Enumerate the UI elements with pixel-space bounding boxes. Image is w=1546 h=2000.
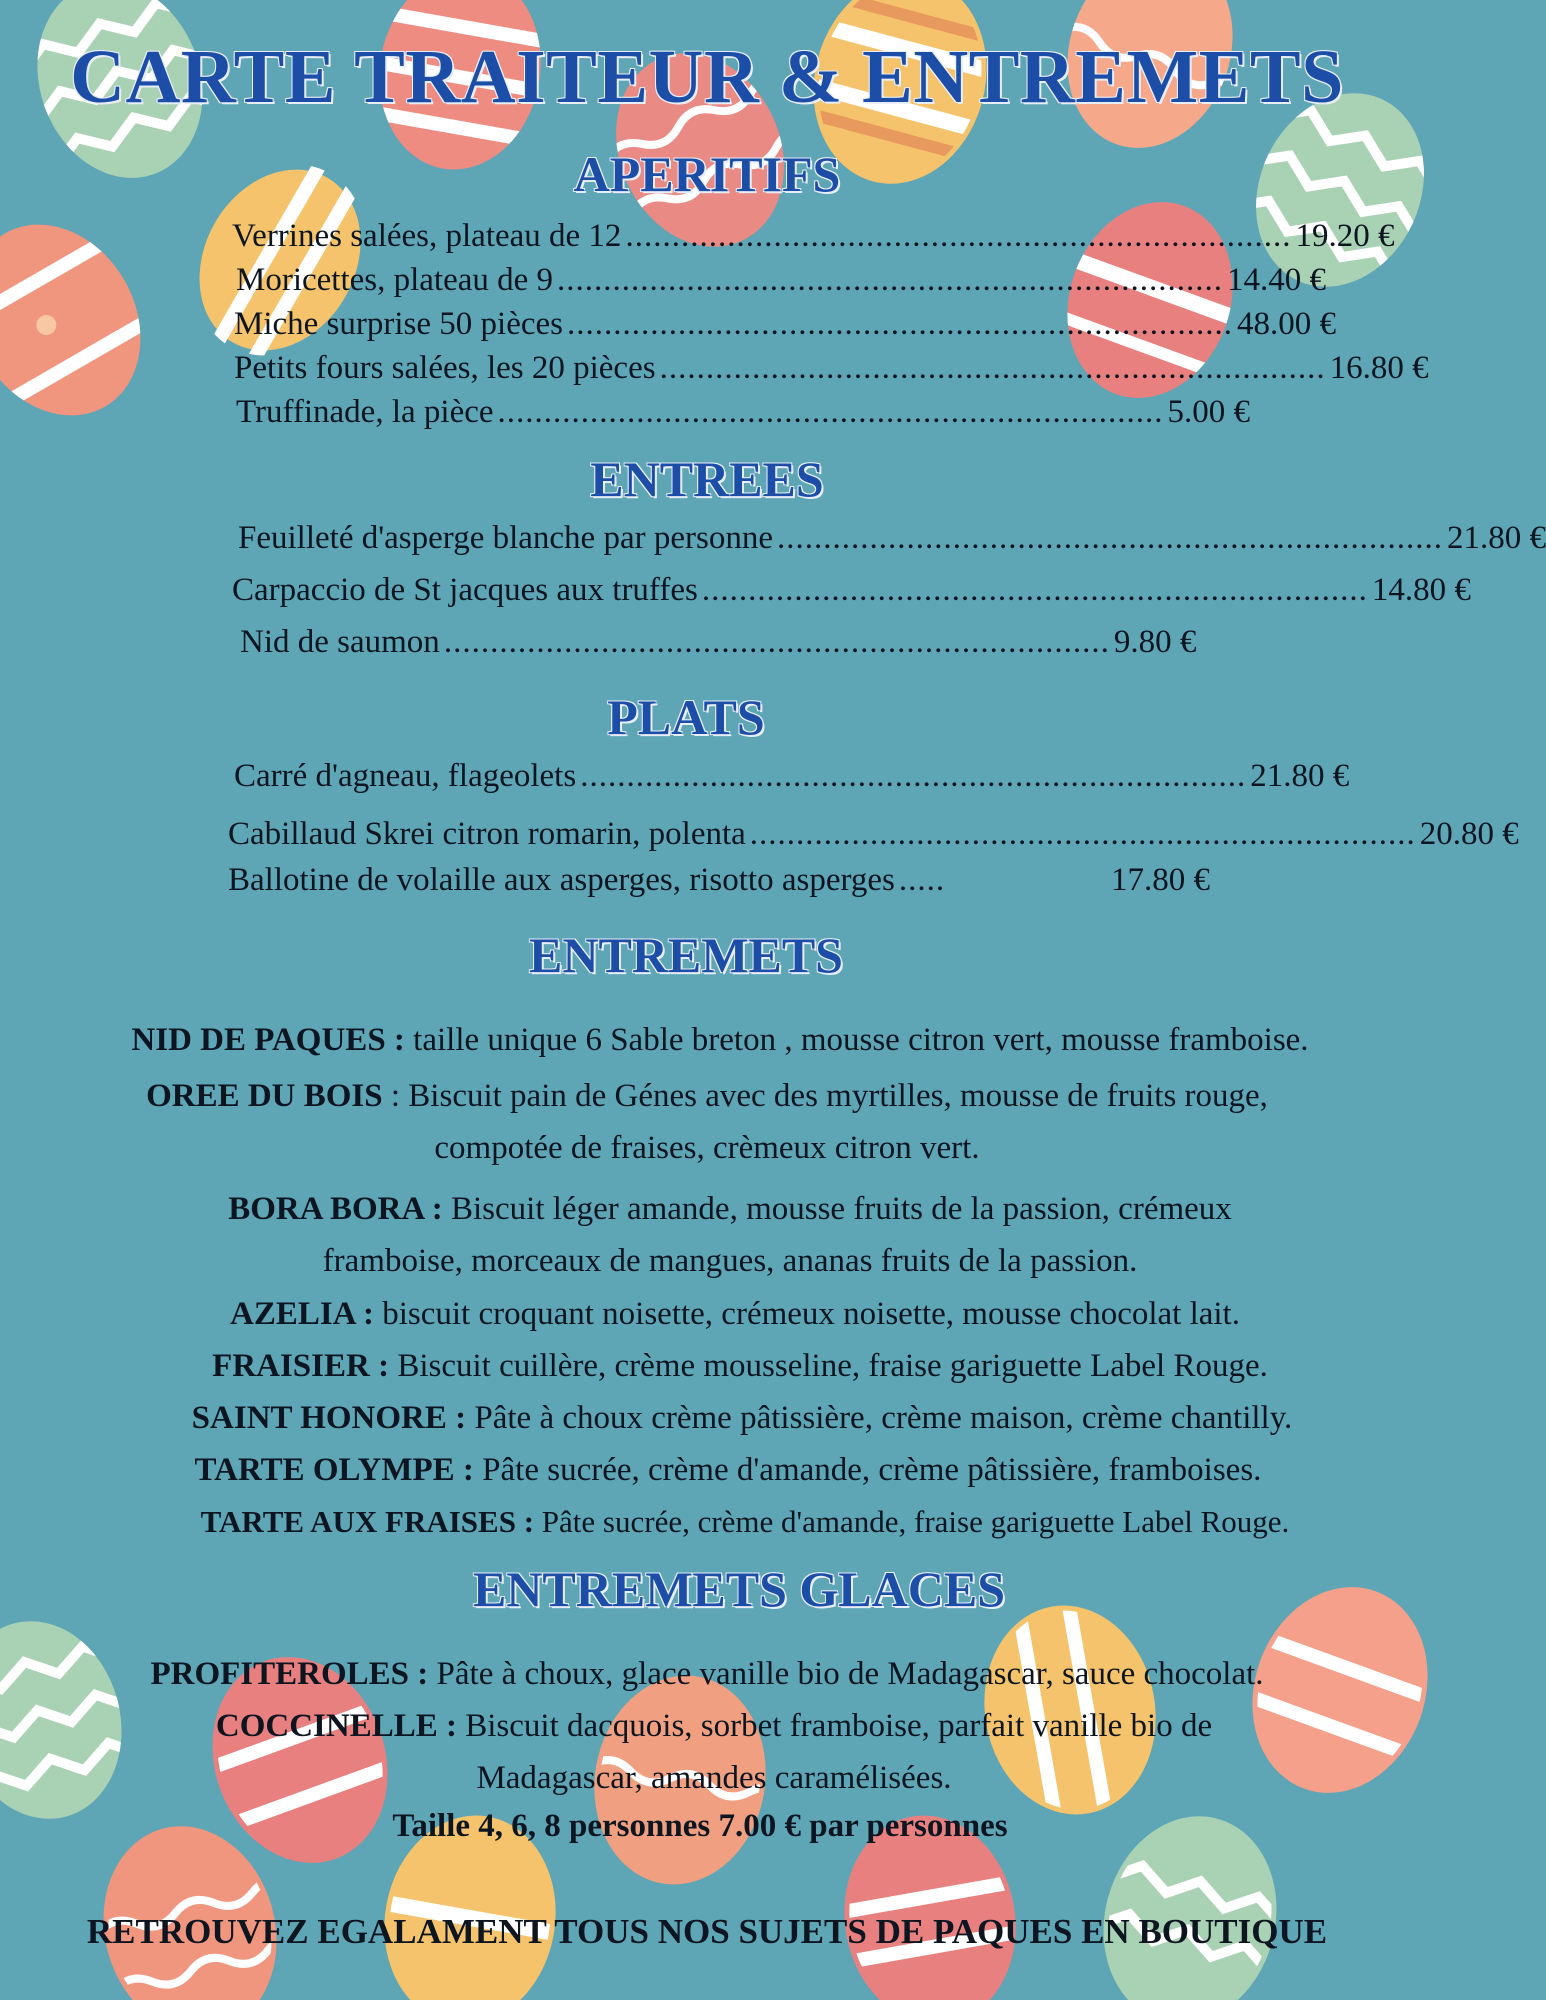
menu-item xyxy=(238,520,1546,557)
item-price: 14.40 € xyxy=(1227,262,1327,298)
item-price: 20.80 € xyxy=(1419,816,1519,852)
item-name: Verrines salées, plateau de 12 xyxy=(232,218,622,254)
item-desc-cont: Madagascar, amandes caramélisées. xyxy=(476,1760,952,1796)
entremet-item xyxy=(0,1014,1440,1066)
item-name: Carpaccio de St jacques aux truffes xyxy=(232,572,698,608)
dot-leader: ........................................................................ xyxy=(776,520,1443,556)
menu-item xyxy=(228,816,1519,853)
entremet-item xyxy=(0,1183,1460,1287)
item-name: Carré d'agneau, flageolets xyxy=(234,758,577,794)
dot-leader: ........................................................................ xyxy=(701,572,1368,608)
item-desc: Biscuit léger amande, mousse fruits de la passion, crémeux xyxy=(451,1191,1232,1227)
menu-item xyxy=(234,306,1336,343)
item-desc: Biscuit dacquois, sorbet framboise, parfait vanille bio de xyxy=(465,1708,1213,1744)
item-price: 19.20 € xyxy=(1295,218,1395,254)
item-desc: Pâte sucrée, crème d'amande, crème pâtissière, framboises. xyxy=(482,1452,1262,1488)
item-name: NID DE PAQUES : xyxy=(131,1022,405,1058)
entremet-item xyxy=(0,1496,1490,1548)
menu-item xyxy=(236,262,1327,299)
item-name: Ballotine de volaille aux asperges, risotto asperges xyxy=(228,862,895,898)
dot-leader: ..... xyxy=(898,862,946,898)
item-name: Truffinade, la pièce xyxy=(236,394,494,430)
dot-leader: ........................................................................ xyxy=(625,218,1292,254)
glace-item xyxy=(0,1648,1414,1700)
dot-leader: ........................................................................ xyxy=(567,306,1233,342)
menu-item xyxy=(232,572,1471,609)
item-name: Miche surprise 50 pièces xyxy=(234,306,563,342)
section-title-aperitifs: APERITIFS xyxy=(573,146,841,202)
item-price: 17.80 € xyxy=(1111,862,1210,898)
item-name: TARTE AUX FRAISES : xyxy=(200,1504,535,1539)
menu-item xyxy=(240,624,1197,661)
item-name: BORA BORA : xyxy=(228,1191,443,1227)
item-name: Petits fours salées, les 20 pièces xyxy=(234,350,656,386)
item-desc: Pâte à choux, glace vanille bio de Madagascar, sauce chocolat. xyxy=(436,1656,1264,1692)
entremet-item xyxy=(0,1340,1480,1392)
menu-item xyxy=(234,350,1429,387)
section-title-glaces: ENTREMETS GLACES xyxy=(472,1561,1006,1617)
item-price: 48.00 € xyxy=(1237,306,1336,342)
entremet-item xyxy=(0,1288,1470,1340)
item-name: TARTE OLYMPE : xyxy=(194,1452,474,1488)
glace-item xyxy=(0,1700,1428,1804)
section-title-entremets: ENTREMETS xyxy=(529,927,843,983)
footer-text: RETROUVEZ EGALAMENT TOUS NOS SUJETS DE PAQUES EN BOUTIQUE xyxy=(86,1912,1328,1951)
item-name: FRAISIER : xyxy=(212,1348,390,1384)
dot-leader: ........................................................................ xyxy=(659,350,1326,386)
item-price: 5.00 € xyxy=(1167,394,1251,430)
dot-leader: ........................................................................ xyxy=(443,624,1110,660)
item-name: Feuilleté d'asperge blanche par personne xyxy=(238,520,773,556)
item-desc: : Biscuit pain de Génes avec des myrtilles, mousse de fruits rouge, xyxy=(390,1078,1268,1114)
item-price: 21.80 € xyxy=(1446,520,1546,556)
item-desc: Biscuit cuillère, crème mousseline, fraise gariguette Label Rouge. xyxy=(397,1348,1268,1384)
glace-note: Taille 4, 6, 8 personnes 7.00 € par personnes xyxy=(392,1808,1008,1844)
item-name: COCCINELLE : xyxy=(215,1708,457,1744)
entremet-item xyxy=(0,1392,1484,1444)
item-name: Cabillaud Skrei citron romarin, polenta xyxy=(228,816,746,852)
item-name: Nid de saumon xyxy=(240,624,440,660)
item-price: 9.80 € xyxy=(1113,624,1197,660)
item-name: OREE DU BOIS xyxy=(146,1078,383,1114)
item-desc: biscuit croquant noisette, crémeux noisette, mousse chocolat lait. xyxy=(382,1296,1240,1332)
dot-leader: ........................................................................ xyxy=(497,394,1164,430)
menu-item xyxy=(236,394,1251,431)
item-desc: Pâte à choux crème pâtissière, crème maison, crème chantilly. xyxy=(474,1400,1293,1436)
item-desc: Pâte sucrée, crème d'amande, fraise gariguette Label Rouge. xyxy=(541,1504,1290,1539)
entremet-item xyxy=(0,1444,1456,1496)
dot-leader: ........................................................................ xyxy=(557,262,1224,298)
item-desc-cont: compotée de fraises, crèmeux citron vert. xyxy=(434,1130,980,1166)
menu-item xyxy=(234,758,1350,795)
dot-leader: ........................................................................ xyxy=(580,758,1247,794)
page-title: CARTE TRAITEUR & ENTREMETS xyxy=(70,35,1344,119)
item-name: Moricettes, plateau de 9 xyxy=(236,262,554,298)
menu-item xyxy=(232,218,1395,255)
item-name: PROFITEROLES : xyxy=(150,1656,429,1692)
dot-leader: ........................................................................ xyxy=(749,816,1416,852)
item-name: AZELIA : xyxy=(230,1296,374,1332)
item-name: SAINT HONORE : xyxy=(191,1400,467,1436)
item-price: 14.80 € xyxy=(1371,572,1471,608)
item-desc: taille unique 6 Sable breton , mousse citron vert, mousse framboise. xyxy=(413,1022,1309,1058)
item-desc-cont: framboise, morceaux de mangues, ananas fruits de la passion. xyxy=(322,1243,1138,1279)
item-price: 21.80 € xyxy=(1250,758,1350,794)
entremet-item xyxy=(0,1070,1414,1174)
menu-item xyxy=(228,862,1210,899)
item-price: 16.80 € xyxy=(1329,350,1429,386)
section-title-entrees: ENTREES xyxy=(590,451,824,507)
section-title-plats: PLATS xyxy=(607,689,765,745)
